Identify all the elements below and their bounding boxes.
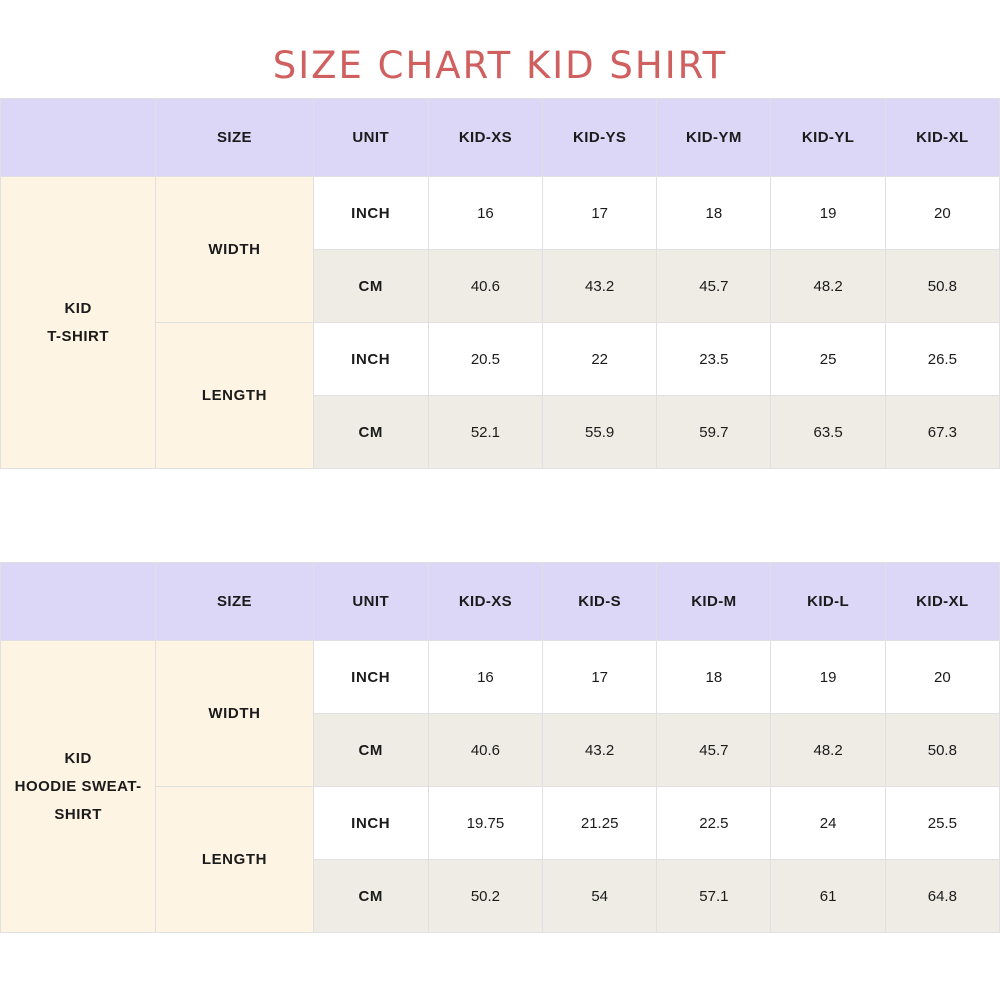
- cell-value: 48.2: [771, 714, 885, 787]
- cell-value: 24: [771, 787, 885, 860]
- cell-value: 40.6: [428, 714, 542, 787]
- cell-value: 23.5: [657, 323, 771, 396]
- header-size-4: KID-YL: [771, 99, 885, 177]
- category-label: [1, 177, 156, 469]
- header-unit: UNIT: [313, 563, 428, 641]
- cell-value: 18: [657, 177, 771, 250]
- cell-value: 22: [543, 323, 657, 396]
- cell-value: 55.9: [543, 396, 657, 469]
- table-header-row: [1, 563, 1000, 641]
- table-spacer: [0, 469, 1000, 562]
- unit-label: INCH: [313, 641, 428, 714]
- cell-value: 61: [771, 860, 885, 933]
- cell-value: 17: [543, 641, 657, 714]
- unit-label: INCH: [313, 787, 428, 860]
- category-label: [1, 641, 156, 933]
- cell-value: 17: [543, 177, 657, 250]
- cell-value: 25: [771, 323, 885, 396]
- dimension-label-length: LENGTH: [156, 323, 313, 469]
- header-size-2: KID-YS: [543, 99, 657, 177]
- unit-label: INCH: [313, 323, 428, 396]
- unit-label: INCH: [313, 177, 428, 250]
- header-size-1: KID-XS: [428, 99, 542, 177]
- cell-value: 50.8: [885, 250, 999, 323]
- header-size-4: KID-L: [771, 563, 885, 641]
- header-size-2: KID-S: [543, 563, 657, 641]
- cell-value: 20.5: [428, 323, 542, 396]
- cell-value: 43.2: [543, 714, 657, 787]
- cell-value: 50.2: [428, 860, 542, 933]
- cell-value: 21.25: [543, 787, 657, 860]
- header-size-5: KID-XL: [885, 99, 999, 177]
- cell-value: 45.7: [657, 714, 771, 787]
- unit-label: CM: [313, 860, 428, 933]
- unit-label: CM: [313, 396, 428, 469]
- cell-value: 18: [657, 641, 771, 714]
- cell-value: 50.8: [885, 714, 999, 787]
- unit-label: CM: [313, 250, 428, 323]
- header-corner-cell: [1, 563, 156, 641]
- cell-value: 20: [885, 177, 999, 250]
- cell-value: 19: [771, 177, 885, 250]
- unit-label: CM: [313, 714, 428, 787]
- cell-value: 48.2: [771, 250, 885, 323]
- dimension-label-width: WIDTH: [156, 641, 313, 787]
- header-unit: UNIT: [313, 99, 428, 177]
- table-row: [1, 177, 1000, 250]
- cell-value: 19.75: [428, 787, 542, 860]
- header-size-1: KID-XS: [428, 563, 542, 641]
- cell-value: 25.5: [885, 787, 999, 860]
- table-row: [1, 641, 1000, 714]
- table-header-row: [1, 99, 1000, 177]
- page-title: SIZE CHART KID SHIRT: [272, 44, 728, 87]
- category-line-1: KID: [64, 750, 92, 768]
- cell-value: 67.3: [885, 396, 999, 469]
- cell-value: 26.5: [885, 323, 999, 396]
- cell-value: 40.6: [428, 250, 542, 323]
- cell-value: 63.5: [771, 396, 885, 469]
- size-table-kid-hoodie-sweatshirt: [0, 562, 1000, 933]
- cell-value: 54: [543, 860, 657, 933]
- cell-value: 20: [885, 641, 999, 714]
- cell-value: 19: [771, 641, 885, 714]
- header-size: SIZE: [156, 563, 313, 641]
- cell-value: 45.7: [657, 250, 771, 323]
- header-size-5: KID-XL: [885, 563, 999, 641]
- cell-value: 64.8: [885, 860, 999, 933]
- header-corner-cell: [1, 99, 156, 177]
- dimension-label-width: WIDTH: [156, 177, 313, 323]
- cell-value: 43.2: [543, 250, 657, 323]
- header-size-3: KID-YM: [657, 99, 771, 177]
- cell-value: 57.1: [657, 860, 771, 933]
- category-line-2: T-SHIRT: [47, 327, 110, 345]
- category-line-2: HOODIE SWEAT-: [14, 778, 142, 796]
- size-table-kid-t-shirt: [0, 98, 1000, 469]
- cell-value: 16: [428, 177, 542, 250]
- header-size: SIZE: [156, 99, 313, 177]
- cell-value: 59.7: [657, 396, 771, 469]
- cell-value: 52.1: [428, 396, 542, 469]
- category-line-3: SHIRT: [54, 805, 102, 823]
- header-size-3: KID-M: [657, 563, 771, 641]
- cell-value: 16: [428, 641, 542, 714]
- cell-value: 22.5: [657, 787, 771, 860]
- dimension-label-length: LENGTH: [156, 787, 313, 933]
- category-line-1: KID: [64, 300, 92, 318]
